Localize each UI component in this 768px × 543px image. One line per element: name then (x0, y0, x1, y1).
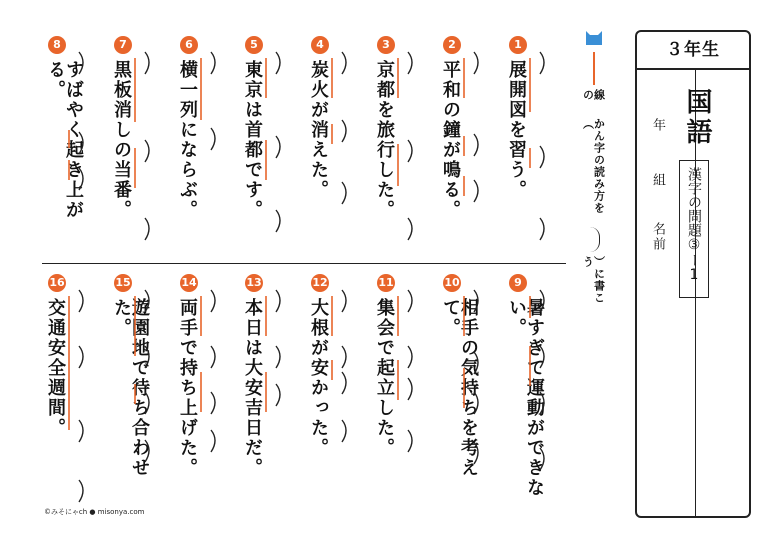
question-text[interactable]: 横一列にならぶ。 (177, 60, 198, 220)
question-number: 6 (180, 36, 198, 54)
question-10 (440, 274, 487, 504)
question-2 (440, 36, 487, 256)
question-text[interactable]: 京都を旅行した。 (374, 60, 395, 220)
question-11 (374, 274, 421, 504)
question-4 (308, 36, 355, 256)
row-divider (42, 263, 566, 264)
question-text[interactable]: 相手の気持ちを考えて。 (440, 298, 479, 478)
question-number: 15 (114, 274, 132, 292)
question-text[interactable]: 暑すぎて運動ができない。 (506, 298, 545, 498)
question-number: 5 (245, 36, 263, 54)
underline-sample (593, 52, 595, 85)
question-text[interactable]: 炭火が消えた。 (308, 60, 329, 200)
question-number: 14 (180, 274, 198, 292)
question-text[interactable]: 両手で持ち上げた。 (177, 298, 198, 478)
question-12 (308, 274, 355, 504)
question-16 (45, 274, 92, 504)
question-number: 8 (48, 36, 66, 54)
instruction (581, 52, 606, 314)
question-text[interactable]: 黒板消しの当番。 (111, 60, 132, 220)
question-number: 2 (443, 36, 461, 54)
question-1 (506, 36, 553, 256)
question-text[interactable]: 本日は大安吉日だ。 (242, 298, 263, 478)
question-text[interactable]: 交通安全週間。 (45, 298, 66, 438)
question-text[interactable]: 大根が安かった。 (308, 298, 329, 458)
question-15 (111, 274, 158, 504)
question-number: 4 (311, 36, 329, 54)
question-text[interactable]: 集会で起立した。 (374, 298, 395, 458)
cat-icon (584, 28, 604, 46)
year-field-label: 年 (650, 118, 665, 131)
class-field-label: 組 (650, 173, 665, 186)
name-field-label: 名前 (650, 222, 665, 252)
question-6 (177, 36, 224, 256)
topic-label: 漢字の問題③ー1 (686, 167, 702, 283)
question-number: 1 (509, 36, 527, 54)
instruction-blank (587, 227, 600, 252)
question-number: 3 (377, 36, 395, 54)
question-text[interactable]: 東京は首都です。 (242, 60, 263, 220)
question-7 (111, 36, 158, 256)
question-number: 11 (377, 274, 395, 292)
question-number: 7 (114, 36, 132, 54)
question-14 (177, 274, 224, 504)
question-number: 16 (48, 274, 66, 292)
question-number: 9 (509, 274, 527, 292)
question-9 (506, 274, 553, 504)
question-number: 13 (245, 274, 263, 292)
question-3 (374, 36, 421, 256)
subject-title: 国語 (682, 88, 712, 148)
instruction-part-1: 線の (581, 88, 606, 101)
instruction-part-3: ）に書こう (581, 255, 606, 304)
question-number: 10 (443, 274, 461, 292)
topic-box (679, 160, 709, 298)
question-5 (242, 36, 289, 256)
question-13 (242, 274, 289, 504)
question-text[interactable]: 展開図を習う。 (506, 60, 527, 200)
question-number: 12 (311, 274, 329, 292)
copyright: ©みそにゃch ● misonya.com (44, 508, 145, 516)
instruction-part-2: かん字の読み方を（ (581, 118, 606, 215)
question-text[interactable]: すばやく起き上がる。 (45, 60, 84, 220)
question-text[interactable]: 遊園地で待ち合わせた。 (111, 298, 150, 478)
question-8 (45, 36, 92, 256)
grade-label: ３年生 (637, 32, 749, 70)
question-text[interactable]: 平和の鐘が鳴る。 (440, 60, 461, 220)
